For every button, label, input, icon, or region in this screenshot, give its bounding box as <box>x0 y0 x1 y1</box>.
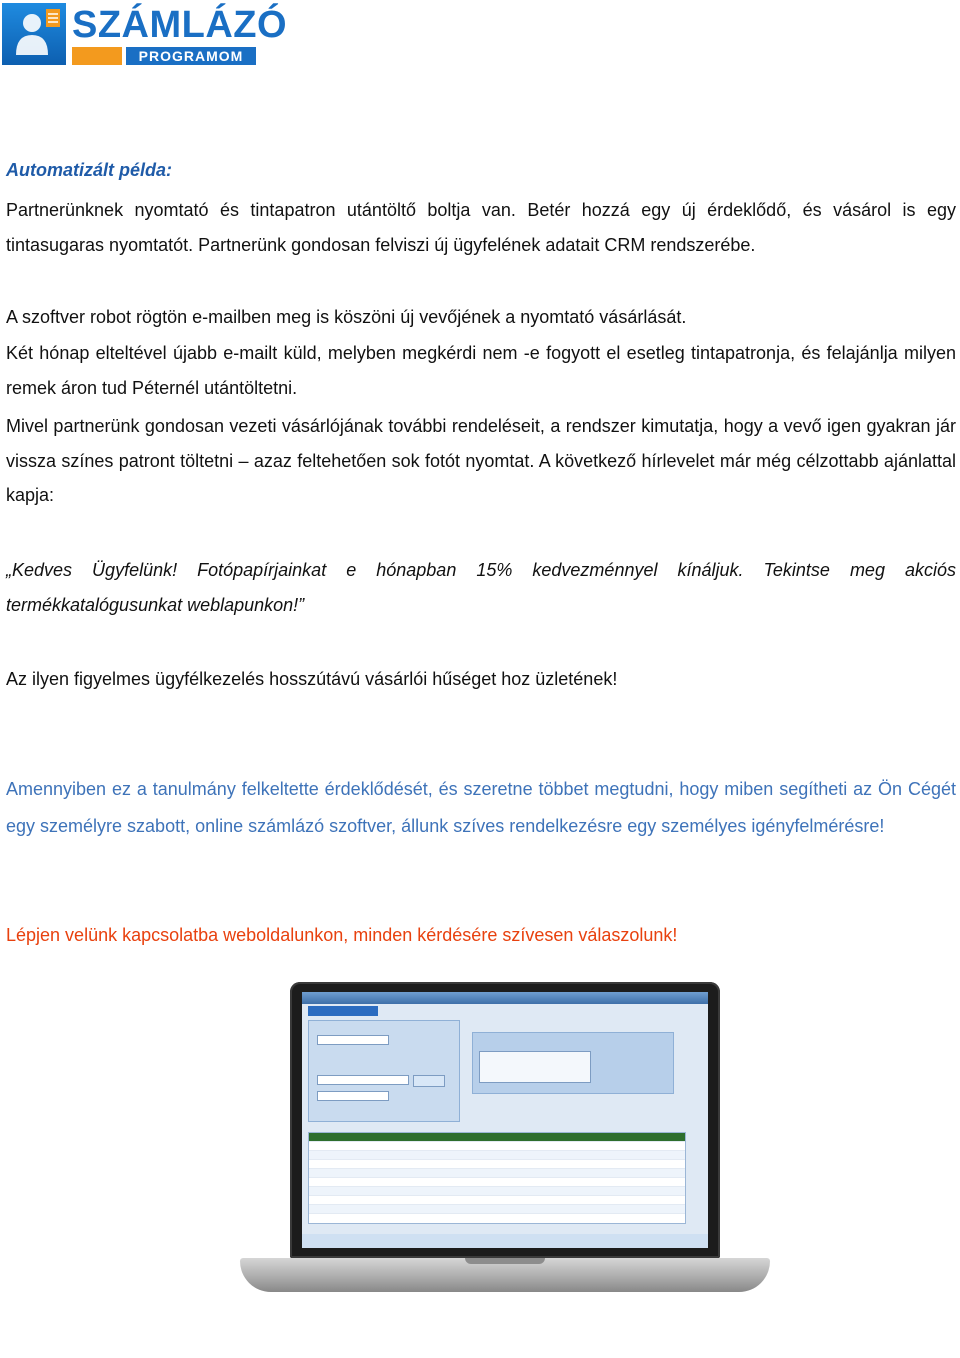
contact-call-to-action: Lépjen velünk kapcsolatba weboldalunkon, minden kérdésére szívesen válaszolunk! <box>6 925 678 945</box>
paragraph-contact-offer: Amennyiben ez a tanulmány felkeltette érdeklődését, és szeretne többet megtudni, hogy miben segítheti az Ön Cégét egy személyre szabott, online számlázó szoftver, állunk szíves rendelkezésre egy személyes igényfelmérésre! <box>6 779 956 836</box>
paragraph-analysis: Mivel partnerünk gondosan vezeti vásárlójának további rendeléseit, a rendszer kimutatja, hogy a vevő igen gyakran jár vissza színes patront töltetni – azaz feltehetően sok fotót nyomtat. A következő hírlevelet már még célzottabb ajánlattal kapja: <box>6 416 956 505</box>
laptop-illustration <box>240 982 770 1358</box>
laptop-screen <box>302 992 708 1248</box>
screen-field <box>317 1091 389 1101</box>
screen-tab <box>308 1006 378 1016</box>
screen-grid-row <box>309 1151 685 1160</box>
screen-left-panel <box>308 1020 460 1122</box>
screen-grid-row <box>309 1187 685 1196</box>
screen-data-grid <box>308 1132 686 1224</box>
screen-grid-row <box>309 1133 685 1142</box>
brand-logo <box>2 3 288 65</box>
user-document-icon <box>2 3 66 65</box>
logo-sub-text: PROGRAMOM <box>126 47 256 65</box>
laptop-lid <box>290 982 720 1258</box>
paragraph-followup: Két hónap elteltével újabb e-mailt küld, melyben megkérdi nem -e fogyott el esetleg tintapatronja, és felajánlja milyen remek áron tud Péternél utántöltetni. <box>6 343 956 398</box>
screen-field <box>317 1035 389 1045</box>
screen-grid-row <box>309 1178 685 1187</box>
logo-brand-text: SZÁMLÁZÓ <box>72 4 288 46</box>
screen-grid-row <box>309 1169 685 1178</box>
laptop-notch <box>465 1258 545 1264</box>
logo-accent-bar <box>72 47 122 65</box>
screen-statusbar <box>302 1234 708 1248</box>
paragraph-conclusion: Az ilyen figyelmes ügyfélkezelés hosszútávú vásárlói hűséget hoz üzletének! <box>6 669 618 689</box>
screen-field <box>479 1051 591 1083</box>
paragraph-quote: „Kedves Ügyfelünk! Fotópapírjainkat e hónapban 15% kedvezménnyel kínáljuk. Tekintse meg akciós termékkatalógusunkat weblapunkon!” <box>6 560 956 615</box>
paragraph-thanks: A szoftver robot rögtön e-mailben meg is köszöni új vevőjének a nyomtató vásárlását. <box>6 307 687 327</box>
screen-right-panel <box>472 1032 674 1094</box>
screen-grid-row <box>309 1196 685 1205</box>
screen-field <box>317 1075 409 1085</box>
section-heading: Automatizált példa: <box>6 160 173 180</box>
screen-button <box>413 1075 445 1087</box>
screen-grid-row <box>309 1142 685 1151</box>
screen-grid-row <box>309 1160 685 1169</box>
screen-grid-row <box>309 1205 685 1214</box>
paragraph-intro: Partnerünknek nyomtató és tintapatron utántöltő boltja van. Betér hozzá egy új érdeklődő, és vásárol is egy tintasugaras nyomtatót. Partnerünk gondosan felviszi új ügyfelének adatait CRM rendszerébe. <box>6 200 956 255</box>
screen-titlebar <box>302 992 708 1004</box>
